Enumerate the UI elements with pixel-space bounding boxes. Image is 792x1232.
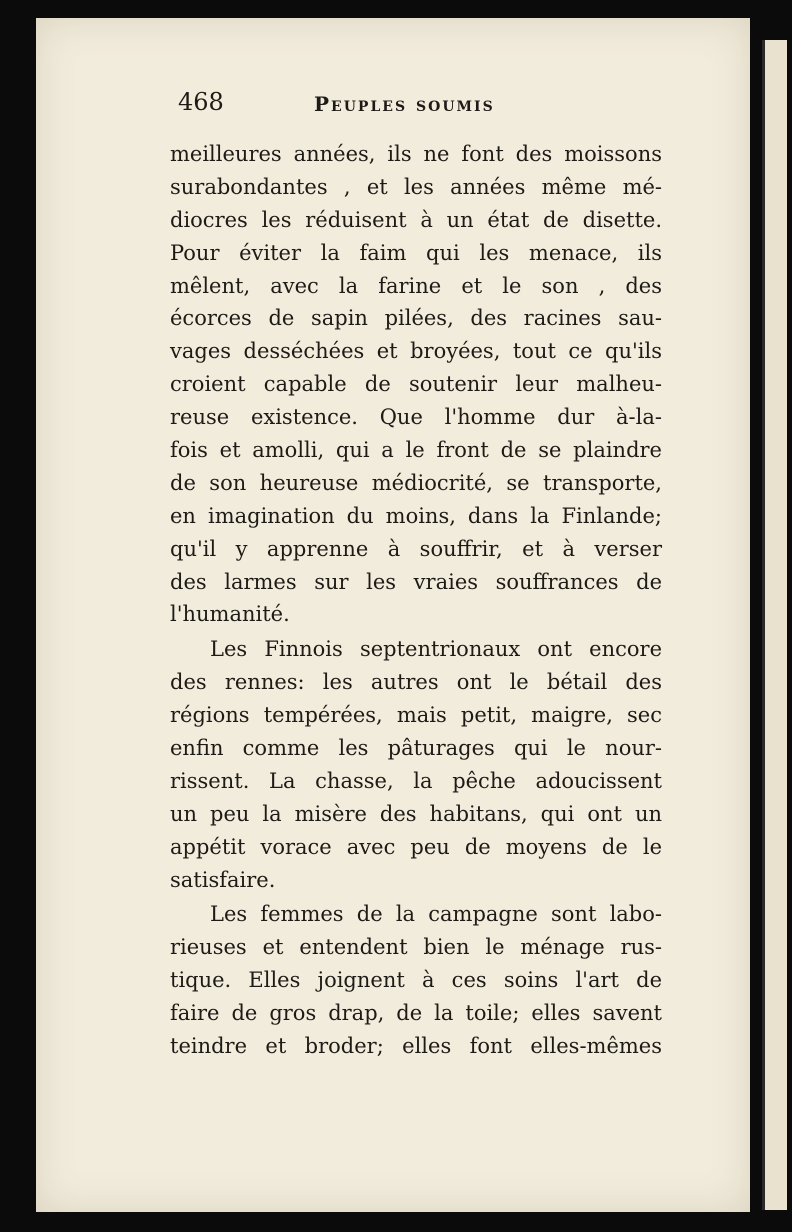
text-line: rissent. La chasse, la pêche adoucissent	[170, 768, 662, 793]
text-line: qu'il y apprenne à souffrir, et à verser	[170, 536, 662, 561]
text-line: satisfaire.	[170, 867, 276, 892]
running-title: Peuples soumis	[314, 92, 495, 116]
text-line: croient capable de soutenir leur malheu-	[170, 372, 662, 397]
page-number: 468	[178, 88, 224, 116]
text-line: teindre et broder; elles font elles-mêmes	[170, 1034, 662, 1059]
text-line: régions tempérées, mais petit, maigre, sec	[170, 703, 662, 728]
text-line: faire de gros drap, de la toile; elles savent	[170, 1001, 662, 1026]
text-line: des larmes sur les vraies souffrances de	[170, 569, 662, 594]
text-line: l'humanité.	[170, 602, 290, 627]
text-line: rieuses et entendent bien le ménage rus-	[170, 935, 662, 960]
text-line: enfin comme les pâturages qui le nour-	[170, 736, 662, 761]
text-line: fois et amolli, qui a le front de se plaindre	[170, 438, 662, 463]
text-line: tique. Elles joignent à ces soins l'art de	[170, 968, 662, 993]
text-line: écorces de sapin pilées, des racines sau-	[170, 306, 662, 331]
text-line: vages desséchées et broyées, tout ce qu'ils	[170, 339, 662, 364]
text-line: mêlent, avec la farine et le son , des	[170, 273, 662, 298]
text-line: reuse existence. Que l'homme dur à-la-	[170, 405, 662, 430]
page-header	[178, 82, 538, 122]
text-line: surabondantes , et les années même mé-	[170, 174, 662, 199]
text-line: Pour éviter la faim qui les menace, ils	[170, 240, 662, 265]
text-line: Les Finnois septentrionaux ont encore	[210, 637, 662, 662]
adjacent-page-edge	[762, 40, 787, 1210]
text-line: un peu la misère des habitans, qui ont un	[170, 801, 662, 826]
body-text	[170, 138, 662, 1063]
text-line: en imagination du moins, dans la Finlande;	[170, 503, 662, 528]
text-line: diocres les réduisent à un état de disette.	[170, 207, 662, 232]
text-line: des rennes: les autres ont le bétail des	[170, 670, 662, 695]
text-line: de son heureuse médiocrité, se transporte,	[170, 470, 662, 495]
text-line: appétit vorace avec peu de moyens de le	[170, 834, 662, 859]
text-line: Les femmes de la campagne sont labo-	[210, 902, 662, 927]
text-line: meilleures années, ils ne font des moissons	[170, 142, 662, 166]
